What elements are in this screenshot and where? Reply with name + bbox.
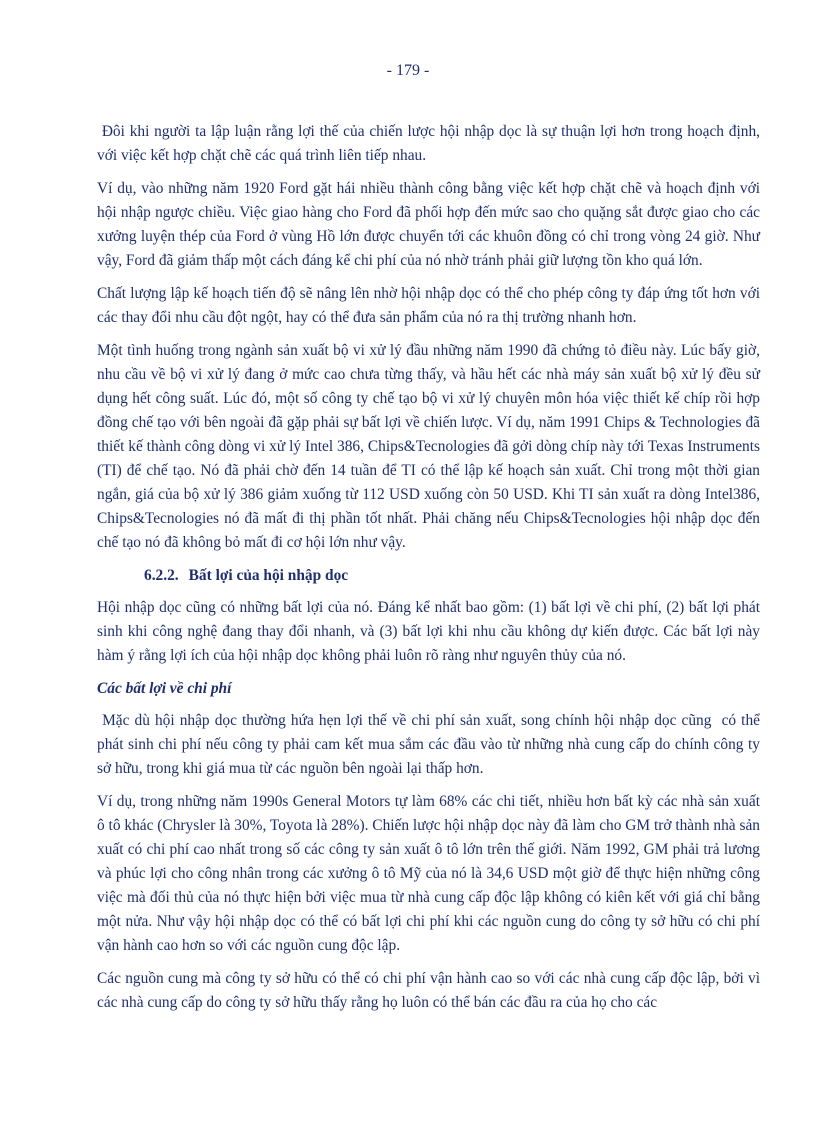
page-number: - 179 -	[386, 62, 430, 79]
paragraph-ford-example: Ví dụ, vào những năm 1920 Ford gặt hái nhiều thành công bằng việc kết hợp chặt chẽ và hoạch định với hội nhập ngược chiều. Việc giao hàng cho Ford đã phối hợp đến mức sao cho quặng sắt được giao cho các xưởng luyện thép của Ford ở vùng Hồ lớn được chuyển tới các khuôn đồng có chỉ trong vòng 24 giờ. Như vậy, Ford đã giảm thấp một cách đáng kể chi phí của nó nhờ tránh phải giữ lượng tồn kho quá lớn.	[97, 180, 760, 269]
paragraph-scheduling-quality: Chất lượng lập kế hoạch tiến độ sẽ nâng lên nhờ hội nhập dọc có thể cho phép công ty đáp ứng tốt hơn với các thay đổi nhu cầu đột ngột, hay có thể đưa sản phẩm của nó ra thị trường nhanh hơn.	[97, 285, 760, 326]
paragraph-microprocessor-case: Một tình huống trong ngành sản xuất bộ vi xử lý đầu những năm 1990 đã chứng tỏ điều này. Lúc bấy giờ, nhu cầu về bộ vi xử lý đang ở mức cao chưa từng thấy, và hầu hết các nhà máy sản xuất bộ xử lý đều sử dụng hết công suất. Lúc đó, một số công ty chế tạo bộ vi xử lý chuyên môn hóa việc thiết kế chíp rồi hợp đồng chế tạo với bên ngoài đã gặp phải sự bất lợi về chiến lược. Ví dụ, năm 1991 Chips & Technologies đã thiết kế thành công dòng vi xử lý Intel 386, Chips&Tecnologies đã gởi dòng chíp này tới Texas Instruments (TI) để chế tạo. Nó đã phải chờ đến 14 tuần để TI có thể lập kế hoạch sản xuất. Chỉ trong một thời gian ngắn, giá của bộ xử lý 386 giảm xuống từ 112 USD xuống còn 50 USD. Khi TI sản xuất ra dòng Intel386, Chips&Tecnologies nó đã mất đi thị phần tốt nhất. Phải chăng nếu Chips&Tecnologies hội nhập dọc đến chế tạo nó đã không bỏ mất đi cơ hội lớn như vậy.	[97, 342, 760, 551]
page-content	[97, 120, 764, 1024]
section-title: Bất lợi của hội nhập dọc	[188, 567, 349, 584]
paragraph-gm-example: Ví dụ, trong những năm 1990s General Motors tự làm 68% các chi tiết, nhiều hơn bất kỳ các nhà sản xuất ô tô khác (Chrysler là 30%, Toyota là 28%). Chiến lược hội nhập dọc này đã làm cho GM trở thành nhà sản xuất có chi phí cao nhất trong số các công ty sản xuất ô tô lớn trên thế giới. Năm 1992, GM phải trả lương và phúc lợi cho công nhân trong các xưởng ô tô Mỹ của nó là 34,6 USD một giờ để thực hiện những công việc mà đối thủ của nó thực hiện bởi việc mua từ nhà cung cấp độc lập không có kiên kết với giá chỉ bằng một nửa. Như vậy hội nhập dọc có thể có bất lợi chi phí khi các nguồn cung do công ty sở hữu có chi phí vận hành cao hơn so với các nguồn cung độc lập.	[97, 793, 760, 954]
paragraph-cost-disadvantage: Mặc dù hội nhập dọc thường hứa hẹn lợi thế về chi phí sản xuất, song chính hội nhập dọc cũng có thể phát sinh chi phí nếu công ty phải cam kết mua sắm các đầu vào từ những nhà cung cấp do chính công ty sở hữu, trong khi giá mua từ các nguồn bên ngoài lại thấp hơn.	[97, 712, 764, 777]
section-heading	[97, 564, 760, 588]
cost-disadvantages-subheading: Các bất lợi về chi phí	[97, 680, 232, 697]
section-number: 6.2.2.	[144, 567, 179, 584]
paragraph-owned-suppliers: Các nguồn cung mà công ty sở hữu có thể có chi phí vận hành cao so với các nhà cung cấp độc lập, bởi vì các nhà cung cấp do công ty sở hữu thấy rằng họ luôn có thể bán các đầu ra của họ cho các	[97, 970, 760, 1011]
paragraph-planning-advantage: Đôi khi người ta lập luận rằng lợi thế của chiến lược hội nhập dọc là sự thuận lợi hơn trong hoạch định, với việc kết hợp chặt chẽ các quá trình liên tiếp nhau.	[97, 123, 764, 164]
paragraph-disadvantages-intro: Hội nhập dọc cũng có những bất lợi của nó. Đáng kể nhất bao gồm: (1) bất lợi về chi phí, (2) bất lợi phát sinh khi công nghệ đang thay đổi nhanh, và (3) bất lợi khi nhu cầu không dự kiến được. Các bất lợi này hàm ý rằng lợi ích của hội nhập dọc không phải luôn rõ ràng như nguyên thủy của nó.	[97, 599, 760, 664]
